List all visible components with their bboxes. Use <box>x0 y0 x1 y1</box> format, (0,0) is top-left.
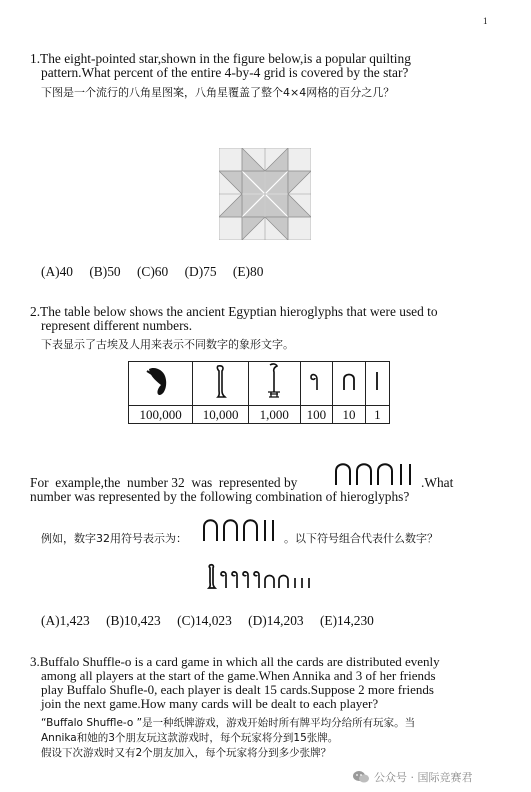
q3-text-line4: join the next game.How many cards will be dealt to each player? <box>41 696 379 711</box>
value-10000: 10,000 <box>193 406 249 424</box>
q2-option-c: (C)14,023 <box>177 613 232 628</box>
q2-example-zh-a: 例如，数字32用符号表示为： <box>41 532 187 545</box>
q1-options <box>41 265 276 279</box>
lotus-glyph-cell <box>248 362 300 406</box>
heel-glyph-cell <box>333 362 366 406</box>
q2-example-line1b: .What <box>421 475 454 490</box>
value-10: 10 <box>333 406 366 424</box>
value-100: 100 <box>300 406 333 424</box>
q1-text-line2: pattern.What percent of the entire 4-by-4 grid is covered by the star? <box>41 65 409 80</box>
stroke-glyph-icon <box>374 371 380 391</box>
heel-glyph-icon <box>341 371 357 391</box>
wechat-icon <box>352 770 370 784</box>
q1-text-zh: 下图是一个流行的八角星图案，八角星覆盖了整个4×4网格的百分之几？ <box>41 86 395 99</box>
q2-example-line2: number was represented by the following combination of hieroglyphs? <box>30 489 410 504</box>
q2-option-d: (D)14,203 <box>248 613 304 628</box>
value-1000: 1,000 <box>248 406 300 424</box>
star-grid-figure <box>219 148 311 240</box>
q2-example-zh-b: 。以下符号组合代表什么数字？ <box>284 532 438 545</box>
number-32-hieroglyphs <box>333 460 419 486</box>
q2-option-b: (B)10,423 <box>106 613 161 628</box>
q2-option-a: (A)1,423 <box>41 613 90 628</box>
lotus-glyph-icon <box>265 362 283 400</box>
watermark-text: 公众号 · 国际竞赛君 <box>374 771 473 784</box>
q2-text-zh: 下表显示了古埃及人用来表示不同数字的象形文字。 <box>41 338 294 351</box>
stroke-glyph-cell <box>365 362 389 406</box>
q1-option-a: (A)40 <box>41 264 73 279</box>
watermark <box>352 769 473 785</box>
q1-text-line1: 1.The eight-pointed star,shown in the figure below,is a popular quilting <box>30 51 411 66</box>
q1-option-c: (C)60 <box>136 264 169 279</box>
finger-glyph-cell <box>193 362 249 406</box>
tadpole-glyph-icon <box>143 364 179 398</box>
q2-example-line1a: For example,the number 32 was represented by <box>30 475 298 490</box>
tadpole-glyph-cell <box>129 362 193 406</box>
value-100000: 100,000 <box>129 406 193 424</box>
q1-option-b: (B)50 <box>89 264 121 279</box>
q1-option-d: (D)75 <box>184 264 217 279</box>
q2-option-e: (E)14,230 <box>319 613 374 628</box>
coil-glyph-icon <box>308 370 324 392</box>
page-number: 1 <box>483 16 488 26</box>
q2-options <box>41 614 387 628</box>
number-32-hieroglyphs-zh <box>201 516 281 542</box>
finger-glyph-icon <box>213 363 229 399</box>
q1-option-e: (E)80 <box>232 264 264 279</box>
coil-glyph-cell <box>300 362 333 406</box>
q2-text-line2: represent different numbers. <box>41 318 193 333</box>
q3-text-line3: play Buffalo Shufle-0, each player is dealt 15 cards.Suppose 2 more friends <box>41 682 434 697</box>
q3-text-zh-line3: 假设下次游戏时又有2个朋友加入，每个玩家将分到多少张牌？ <box>41 747 332 759</box>
hieroglyph-combination <box>204 562 324 590</box>
q3-text-line2: among all players at the start of the game.When Annika and 3 of her friends <box>41 668 436 683</box>
value-1: 1 <box>365 406 389 424</box>
q2-text-line1: 2.The table below shows the ancient Egyptian hieroglyphs that were used to <box>30 304 438 319</box>
q3-text-zh-line1: “Buffalo Shuffle-o ”是一种纸牌游戏，游戏开始时所有牌平均分给所有玩家。当 <box>41 717 416 729</box>
hieroglyph-table <box>128 361 390 424</box>
q3-text-zh-line2: Annika和她的3个朋友玩这款游戏时，每个玩家将分到15张牌。 <box>41 732 339 744</box>
q3-text-line1: 3.Buffalo Shuffle-o is a card game in which all the cards are distributed evenly <box>30 654 440 669</box>
